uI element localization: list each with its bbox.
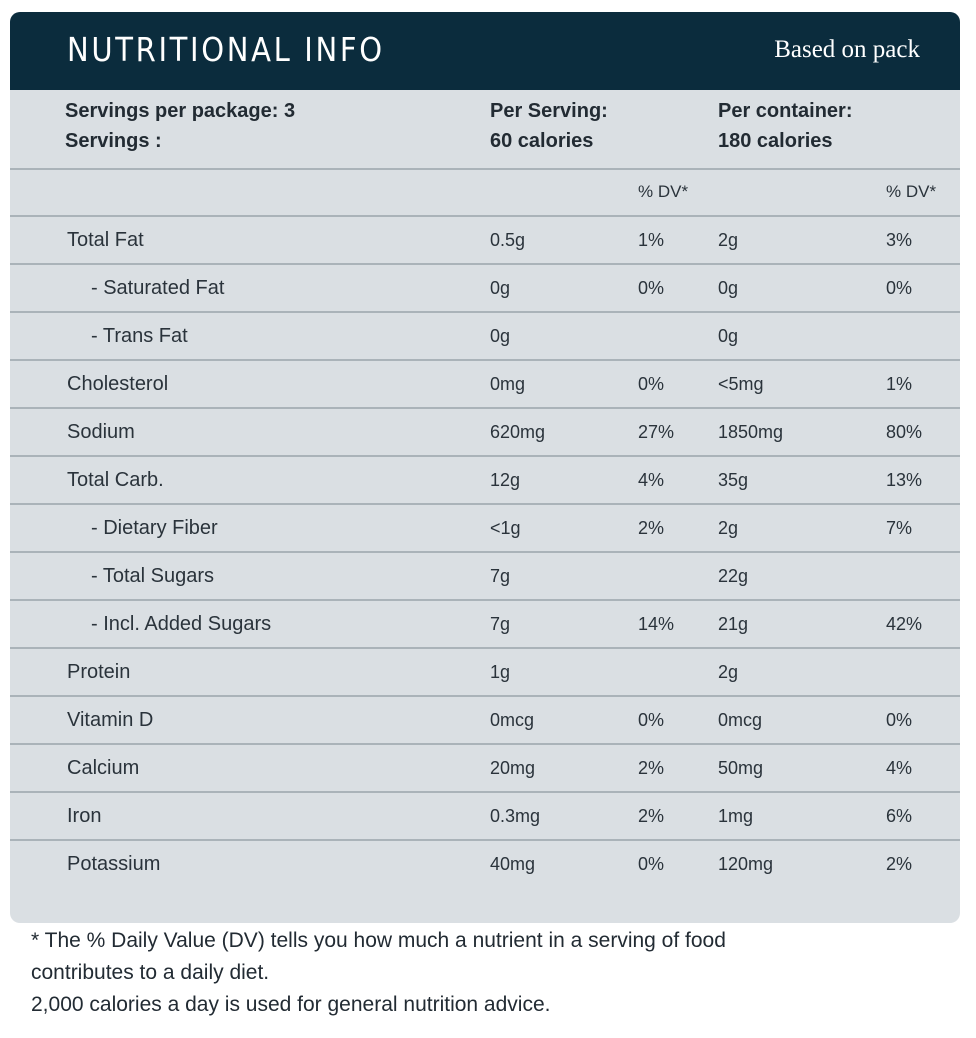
table-row xyxy=(10,313,960,361)
per-serving-amount: 12g xyxy=(490,470,521,490)
per-container-dv: 2% xyxy=(886,854,913,874)
per-container-dv: 1% xyxy=(886,374,913,394)
table-row xyxy=(10,601,960,649)
per-serving-dv: 27% xyxy=(638,422,675,442)
per-serving-label: Per Serving: xyxy=(490,100,608,122)
footnote xyxy=(31,925,931,1021)
nutrient-name: - Total Sugars xyxy=(91,565,215,587)
table-row xyxy=(10,553,960,601)
per-serving-dv: 0% xyxy=(638,278,665,298)
table-row xyxy=(10,217,960,265)
nutrient-name: - Trans Fat xyxy=(91,325,188,347)
nutrient-name: - Dietary Fiber xyxy=(91,517,218,539)
per-container-amount: 1850mg xyxy=(718,422,784,442)
footnote-line: contributes to a daily diet. xyxy=(31,961,270,984)
per-container-dv: 0% xyxy=(886,710,913,730)
table-row xyxy=(10,649,960,697)
per-container-amount: 22g xyxy=(718,566,749,586)
per-container-dv: 42% xyxy=(886,614,923,634)
per-serving-amount: 0mg xyxy=(490,374,526,394)
per-serving-dv: 0% xyxy=(638,854,665,874)
nutrient-name: Vitamin D xyxy=(67,709,154,731)
per-serving-dv: 2% xyxy=(638,806,665,826)
per-container-dv: 3% xyxy=(886,230,913,250)
per-container-amount: 0g xyxy=(718,326,739,346)
per-container-dv: 80% xyxy=(886,422,923,442)
per-serving-amount: 0.3mg xyxy=(490,806,541,826)
table-row xyxy=(10,265,960,313)
nutrition-header xyxy=(10,12,960,90)
table-row xyxy=(10,409,960,457)
per-serving-amount: 0mcg xyxy=(490,710,535,730)
footnote-line: * The % Daily Value (DV) tells you how much a nutrient in a serving of food xyxy=(31,929,726,952)
per-container-label: Per container: xyxy=(718,100,853,122)
nutrient-name: Potassium xyxy=(67,853,161,875)
per-serving-dv: 0% xyxy=(638,374,665,394)
header-subtitle: Based on pack xyxy=(774,36,920,63)
per-serving-dv: 2% xyxy=(638,518,665,538)
nutrient-name: Cholesterol xyxy=(67,373,169,395)
per-container-amount: <5mg xyxy=(718,374,764,394)
table-row xyxy=(10,793,960,841)
per-serving-dv: 1% xyxy=(638,230,665,250)
table-row xyxy=(10,361,960,409)
per-serving-amount: 0g xyxy=(490,326,511,346)
table-row xyxy=(10,697,960,745)
nutrient-name: Iron xyxy=(67,805,102,827)
per-container-calories: 180 calories xyxy=(718,130,833,152)
nutrient-name: Protein xyxy=(67,661,131,683)
per-serving-dv: 0% xyxy=(638,710,665,730)
per-serving-dv: 4% xyxy=(638,470,665,490)
per-serving-amount: 0g xyxy=(490,278,511,298)
per-container-amount: 0mcg xyxy=(718,710,763,730)
per-serving-amount: 0.5g xyxy=(490,230,526,250)
per-serving-amount: 40mg xyxy=(490,854,536,874)
per-container-dv-header: % DV* xyxy=(886,182,937,201)
per-container-amount: 0g xyxy=(718,278,739,298)
per-serving-amount: 7g xyxy=(490,566,511,586)
table-row xyxy=(10,841,960,887)
per-serving-dv: 14% xyxy=(638,614,675,634)
per-serving-amount: 7g xyxy=(490,614,511,634)
per-container-amount: 2g xyxy=(718,230,739,250)
servings-label: Servings : xyxy=(65,130,162,152)
page-title: NUTRITIONAL INFO xyxy=(67,30,385,69)
per-container-amount: 1mg xyxy=(718,806,754,826)
per-container-amount: 2g xyxy=(718,662,739,682)
per-container-dv: 6% xyxy=(886,806,913,826)
per-serving-amount: 1g xyxy=(490,662,511,682)
per-container-dv: 7% xyxy=(886,518,913,538)
per-serving-amount: <1g xyxy=(490,518,521,538)
nutrient-name: Total Carb. xyxy=(67,469,164,491)
table-row xyxy=(10,457,960,505)
per-container-amount: 120mg xyxy=(718,854,774,874)
per-serving-calories: 60 calories xyxy=(490,130,594,152)
nutrition-panel xyxy=(10,12,960,923)
footnote-line: 2,000 calories a day is used for general nutrition advice. xyxy=(31,993,551,1016)
nutrient-name: Calcium xyxy=(67,757,140,779)
servings-summary xyxy=(10,90,960,170)
nutrient-name: - Incl. Added Sugars xyxy=(91,613,272,635)
table-row xyxy=(10,505,960,553)
per-container-dv: 13% xyxy=(886,470,923,490)
per-serving-amount: 620mg xyxy=(490,422,546,442)
per-container-amount: 2g xyxy=(718,518,739,538)
servings-per-package: Servings per package: 3 xyxy=(65,100,296,122)
nutrient-name: - Saturated Fat xyxy=(91,277,225,299)
per-container-amount: 35g xyxy=(718,470,749,490)
per-serving-amount: 20mg xyxy=(490,758,536,778)
per-container-dv: 4% xyxy=(886,758,913,778)
per-serving-dv-header: % DV* xyxy=(638,182,689,201)
dv-header-row xyxy=(10,169,960,217)
per-serving-dv: 2% xyxy=(638,758,665,778)
nutrient-name: Total Fat xyxy=(67,229,144,251)
nutrient-name: Sodium xyxy=(67,421,135,443)
per-container-amount: 50mg xyxy=(718,758,764,778)
table-row xyxy=(10,745,960,793)
per-container-amount: 21g xyxy=(718,614,749,634)
per-container-dv: 0% xyxy=(886,278,913,298)
